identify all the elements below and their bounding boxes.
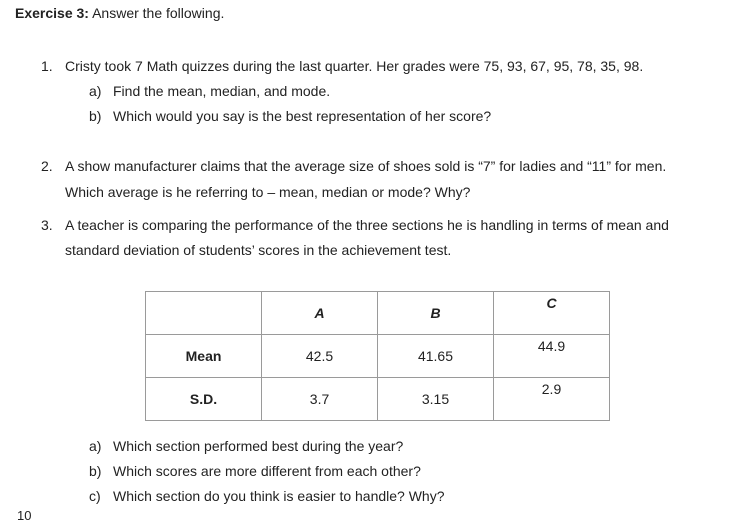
table-header-c: C <box>494 292 610 335</box>
q2-line1: A show manufacturer claims that the average size of shoes sold is “7” for ladies and “11” for men. <box>65 158 667 174</box>
page-number: 10 <box>17 508 32 523</box>
q3-sub-c-label: c) <box>89 488 101 504</box>
table-row-mean <box>146 335 610 378</box>
q1-number: 1. <box>41 58 53 74</box>
table-header-a: A <box>262 292 378 335</box>
table-row-label-mean: Mean <box>146 335 262 378</box>
q3-sub-a-text: Which section performed best during the year? <box>113 438 404 454</box>
q3-number: 3. <box>41 217 53 233</box>
exercise-label: Exercise 3: <box>15 5 89 21</box>
q2-number: 2. <box>41 158 53 174</box>
table-cell-sd-c: 2.9 <box>494 378 610 421</box>
table-cell-mean-b: 41.65 <box>377 335 493 378</box>
exercise-instruction: Answer the following. <box>92 5 225 21</box>
q3-line1: A teacher is comparing the performance of the three sections he is handling in terms of mean and <box>65 217 669 233</box>
q3-sub-b-text: Which scores are more different from each other? <box>113 463 421 479</box>
table-row-sd <box>146 378 610 421</box>
table-cell-sd-b: 3.15 <box>377 378 493 421</box>
q1-text: Cristy took 7 Math quizzes during the last quarter. Her grades were 75, 93, 67, 95, 78, 35, 98. <box>65 58 644 74</box>
q1-a-label: a) <box>89 83 102 99</box>
table-corner-cell <box>146 292 262 335</box>
table-cell-mean-a: 42.5 <box>262 335 378 378</box>
mean-sd-table <box>145 291 610 421</box>
q3-sub-c-text: Which section do you think is easier to handle? Why? <box>113 488 445 504</box>
q3-sub-b-label: b) <box>89 463 102 479</box>
q3-sub-a-label: a) <box>89 438 102 454</box>
q2-line2: Which average is he referring to – mean, median or mode? Why? <box>65 184 471 200</box>
table-cell-sd-a: 3.7 <box>262 378 378 421</box>
q1-b-text: Which would you say is the best representation of her score? <box>113 108 492 124</box>
exercise-heading <box>15 5 224 21</box>
q1-a-text: Find the mean, median, and mode. <box>113 83 331 99</box>
table-header-b: B <box>377 292 493 335</box>
table-header-row <box>146 292 610 335</box>
q3-line2: standard deviation of students’ scores in the achievement test. <box>65 242 452 258</box>
table-cell-mean-c: 44.9 <box>494 335 610 378</box>
q1-b-label: b) <box>89 108 102 124</box>
table-row-label-sd: S.D. <box>146 378 262 421</box>
